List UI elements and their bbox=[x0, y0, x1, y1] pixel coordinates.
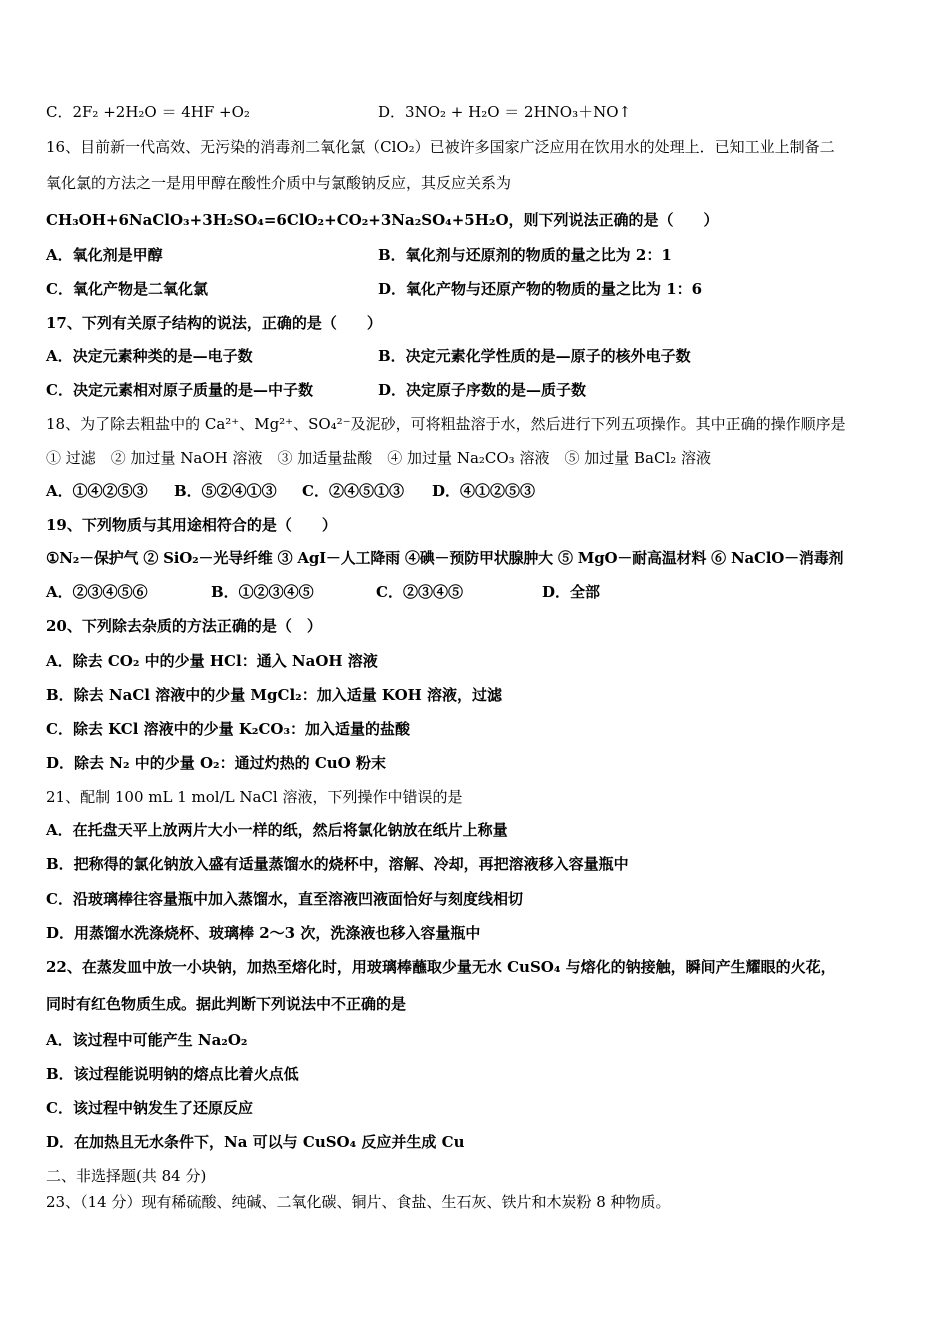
q16-stem-line1: 16、目前新一代高效、无污染的消毒剂二氧化氯（ClO₂）已被许多国家广泛应用在饮用水的处理上．已知工业上制备二 bbox=[46, 138, 835, 156]
q16-options-row1 bbox=[46, 245, 906, 265]
q17-option-d: D．决定原子序数的是—质子数 bbox=[378, 381, 587, 399]
q18-option-b: B．⑤②④①③ bbox=[174, 482, 277, 500]
q16-stem-line3: CH₃OH+6NaClO₃+3H₂SO₄=6ClO₂+CO₂+3Na₂SO₄+5H₂O，则下列说法正确的是（ ） bbox=[46, 211, 719, 229]
q19-option-a: A．②③④⑤⑥ bbox=[46, 583, 148, 601]
q19-option-b: B．①②③④⑤ bbox=[211, 583, 314, 601]
q16-options-row2 bbox=[46, 279, 906, 299]
q22-option-a: A．该过程中可能产生 Na₂O₂ bbox=[46, 1031, 248, 1049]
q18-stem: 18、为了除去粗盐中的 Ca²⁺、Mg²⁺、SO₄²⁻及泥砂，可将粗盐溶于水，然后进行下列五项操作。其中正确的操作顺序是 bbox=[46, 415, 846, 433]
q18-operations: ① 过滤 ② 加过量 NaOH 溶液 ③ 加适量盐酸 ④ 加过量 Na₂CO₃ 溶液 ⑤ 加过量 BaCl₂ 溶液 bbox=[46, 449, 712, 467]
q17-options-row2 bbox=[46, 380, 906, 400]
q18-option-d: D．④①②⑤③ bbox=[432, 482, 536, 500]
q16-stem-line2: 氧化氯的方法之一是用甲醇在酸性介质中与氯酸钠反应，其反应关系为 bbox=[46, 174, 512, 192]
q22-stem-line1: 22、在蒸发皿中放一小块钠，加热至熔化时，用玻璃棒蘸取少量无水 CuSO₄ 与熔化的钠接触，瞬间产生耀眼的火花， bbox=[46, 958, 836, 976]
q22-option-b: B．该过程能说明钠的熔点比着火点低 bbox=[46, 1065, 299, 1083]
q22-option-c: C．该过程中钠发生了还原反应 bbox=[46, 1099, 253, 1117]
q22-option-d: D．在加热且无水条件下，Na 可以与 CuSO₄ 反应并生成 Cu bbox=[46, 1133, 465, 1151]
q16-option-a: A．氧化剂是甲醇 bbox=[46, 246, 163, 264]
q15-options-row bbox=[46, 102, 906, 122]
q19-stem: 19、下列物质与其用途相符合的是（ ） bbox=[46, 516, 337, 534]
section2-title: 二、非选择题(共 84 分) bbox=[46, 1167, 207, 1185]
q21-stem: 21、配制 100 mL 1 mol/L NaCl 溶液，下列操作中错误的是 bbox=[46, 788, 463, 806]
q17-option-b: B．决定元素化学性质的是—原子的核外电子数 bbox=[378, 347, 691, 365]
q19-option-c: C．②③④⑤ bbox=[376, 583, 463, 601]
q18-option-c: C．②④⑤①③ bbox=[302, 482, 404, 500]
q20-option-a: A．除去 CO₂ 中的少量 HCl：通入 NaOH 溶液 bbox=[46, 652, 378, 670]
q16-option-d: D．氧化产物与还原产物的物质的量之比为 1：6 bbox=[378, 280, 703, 298]
q17-stem: 17、下列有关原子结构的说法，正确的是（ ） bbox=[46, 314, 382, 332]
q23-stem: 23、（14 分）现有稀硫酸、纯碱、二氧化碳、铜片、食盐、生石灰、铁片和木炭粉 8 种物质。 bbox=[46, 1193, 671, 1211]
q18-option-a: A．①④②⑤③ bbox=[46, 482, 148, 500]
q17-options-row1 bbox=[46, 346, 906, 366]
q16-option-b: B．氧化剂与还原剂的物质的量之比为 2：1 bbox=[378, 246, 672, 264]
q20-option-b: B．除去 NaCl 溶液中的少量 MgCl₂：加入适量 KOH 溶液，过滤 bbox=[46, 686, 503, 704]
q20-option-c: C．除去 KCl 溶液中的少量 K₂CO₃：加入适量的盐酸 bbox=[46, 720, 411, 738]
q15-option-d: D．3NO₂ + H₂O ＝ 2HNO₃＋NO↑ bbox=[378, 103, 632, 121]
q21-option-b: B．把称得的氯化钠放入盛有适量蒸馏水的烧杯中，溶解、冷却，再把溶液移入容量瓶中 bbox=[46, 855, 629, 873]
q21-option-c: C．沿玻璃棒往容量瓶中加入蒸馏水，直至溶液凹液面恰好与刻度线相切 bbox=[46, 890, 523, 908]
q15-option-c: C．2F₂ +2H₂O ＝ 4HF +O₂ bbox=[46, 103, 250, 121]
q19-option-d: D．全部 bbox=[542, 583, 601, 601]
q16-option-c: C．氧化产物是二氧化氯 bbox=[46, 280, 208, 298]
q17-option-c: C．决定元素相对原子质量的是—中子数 bbox=[46, 381, 313, 399]
q19-items: ①N₂－保护气 ② SiO₂－光导纤维 ③ AgI－人工降雨 ④碘－预防甲状腺肿大 ⑤ MgO－耐高温材料 ⑥ NaClO－消毒剂 bbox=[46, 549, 844, 567]
q21-option-a: A．在托盘天平上放两片大小一样的纸，然后将氯化钠放在纸片上称量 bbox=[46, 821, 508, 839]
q17-option-a: A．决定元素种类的是—电子数 bbox=[46, 347, 253, 365]
q21-option-d: D．用蒸馏水洗涤烧杯、玻璃棒 2～3 次，洗涤液也移入容量瓶中 bbox=[46, 924, 481, 942]
q22-stem-line2: 同时有红色物质生成。据此判断下列说法中不正确的是 bbox=[46, 995, 407, 1013]
q20-option-d: D．除去 N₂ 中的少量 O₂：通过灼热的 CuO 粉末 bbox=[46, 754, 386, 772]
q20-stem: 20、下列除去杂质的方法正确的是（ ） bbox=[46, 617, 322, 635]
